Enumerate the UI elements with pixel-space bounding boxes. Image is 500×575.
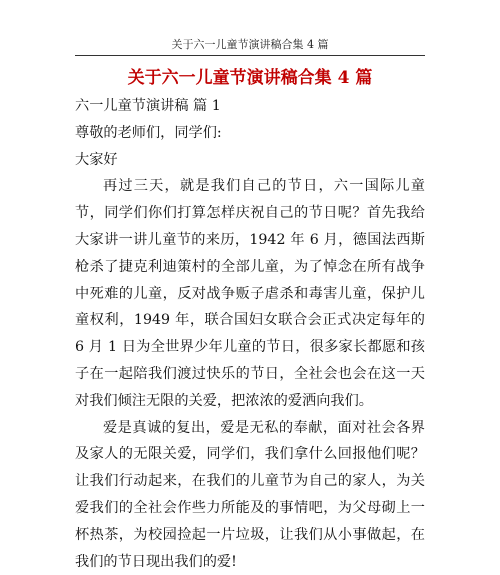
section-heading: 六一儿童节演讲稿 篇 1 (75, 98, 221, 114)
paragraph-1: 再过三天，就是我们自己的节日，六一国际儿童节，同学们你们打算怎样庆祝自己的节日呢？首先我给大家讲一讲儿童节的来历，1942 年 6 月，德国法西斯枪杀了捷克利迪策村的全部儿童，为了悼念在所有战争中死难的儿童，反对战争贩子虐杀和毒害儿童，保护儿童权利，1949 年，联合国妇女联合会正式决定每年的 6 月 1 日为全世界少年儿童的节日，很多家长都愿和孩子在一起陪我们渡过快乐的节日，全社会也会在这一天对我们倾注无限的关爱，把浓浓的爱洒向我们。 (75, 178, 425, 409)
header-divider (75, 55, 425, 56)
salutation: 尊敬的老师们，同学们: (75, 124, 222, 141)
document-title: 关于六一儿童节演讲稿合集 4 篇 (127, 68, 373, 88)
running-header: 关于六一儿童节演讲稿合集 4 篇 (171, 38, 329, 51)
document-body (75, 93, 425, 575)
greeting: 大家好 (75, 151, 118, 168)
paragraph-2: 爱是真诚的复出，爱是无私的奉献，面对社会各界及家人的无限关爱，同学们，我们拿什么回报他们呢？让我们行动起来，在我们的儿童节为自己的家人，为关爱我们的全社会作些力所能及的事情吧，为父母砌上一杯热茶，为校园捡起一片垃圾，让我们从小事做起，在我们的节日现出我们的爱! (75, 419, 425, 570)
